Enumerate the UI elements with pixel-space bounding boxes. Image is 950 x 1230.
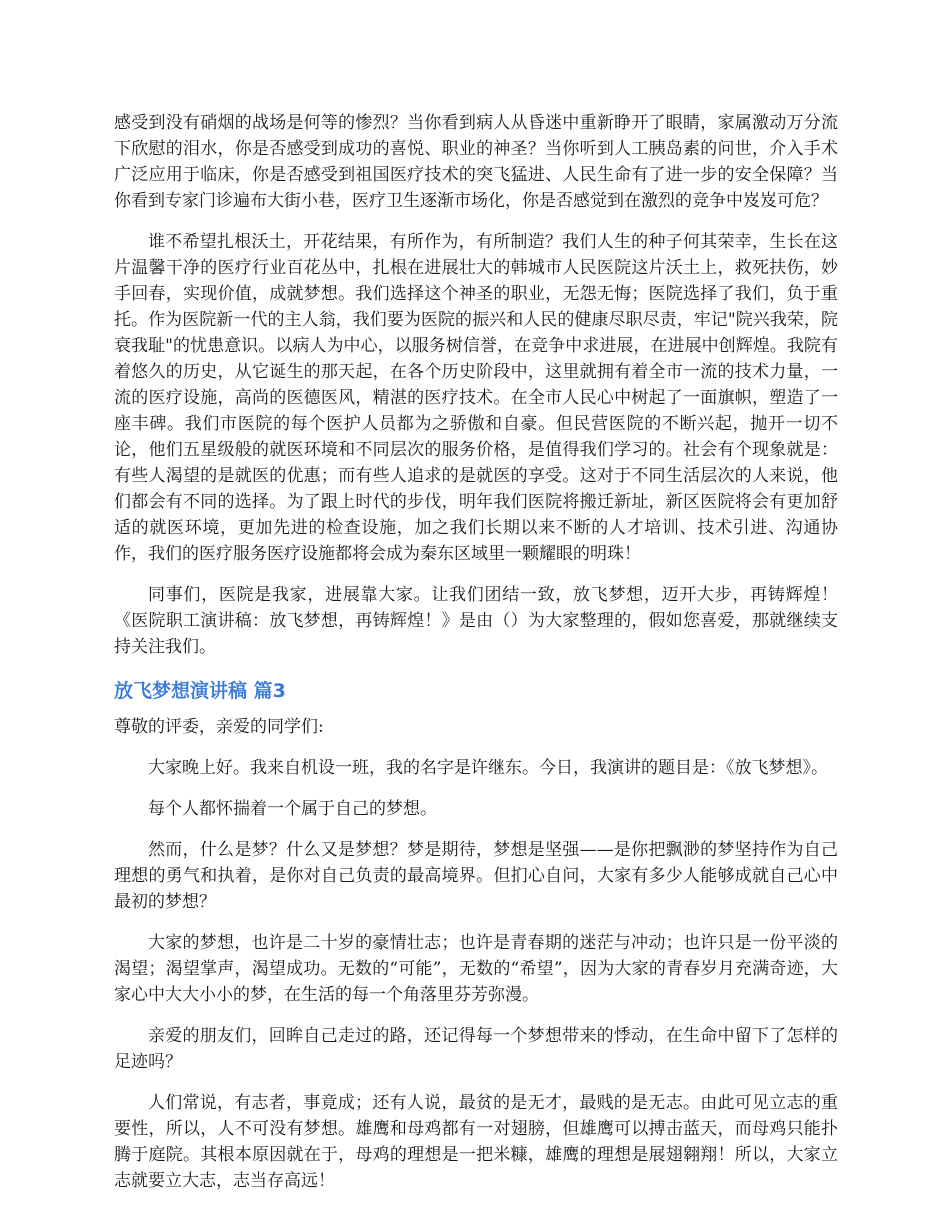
paragraph-what-is-dream: 然而，什么是梦？什么又是梦想？梦是期待，梦想是坚强——是你把飘渺的梦坚持作为自己理想的勇气和执着，是你对自己负责的最高境界。但扪心自问，大家有多少人能够成就自己心中最初的梦想？	[114, 840, 838, 912]
salutation: 尊敬的评委，亲爱的同学们:	[114, 717, 324, 737]
paragraph-dreams-of-youth: 大家的梦想，也许是二十岁的豪情壮志；也许是青春期的迷茫与冲动；也许只是一份平淡的渴望；渴望掌声，渴望成功。无数的“可能”，无数的“希望”，因为大家的青春岁月充满奇迹，大家心中大大小小的梦，在生活的每一个角落里芬芳弥漫。	[114, 933, 838, 1005]
paragraph-self-introduction: 大家晚上好。我来自机设一班，我的名字是许继东。今日，我演讲的题目是：《放飞梦想》。	[148, 758, 828, 778]
paragraph-intro-continued: 感受到没有硝烟的战场是何等的惨烈？当你看到病人从昏迷中重新睁开了眼睛，家属激动万分流下欣慰的泪水，你是否感受到成功的喜悦、职业的神圣？当你听到人工胰岛素的问世，介入手术广泛应用于临床，你是否感受到祖国医疗技术的突飞猛进、人民生命有了进一步的安全保障？当你看到专家门诊遍布大街小巷，医疗卫生逐渐市场化，你是否感觉到在激烈的竞争中岌岌可危？	[114, 113, 838, 211]
paragraph-hospital-mission: 谁不希望扎根沃土，开花结果，有所作为，有所制造？我们人生的种子何其荣幸，生长在这片温馨干净的医疗行业百花丛中，扎根在进展壮大的韩城市人民医院这片沃土上，救死扶伤，妙手回春，实现价值，成就梦想。我们选择这个神圣的职业，无怨无悔；医院选择了我们，负于重托。作为医院新一代的主人翁，我们要为医院的振兴和人民的健康尽职尽责，牢记"院兴我荣，院衰我耻"的忧患意识。以病人为中心，以服务树信誉，在竞争中求进展，在进展中创辉煌。我院有着悠久的历史，从它诞生的那天起，在各个历史阶段中，这里就拥有着全市一流的技术力量，一流的医疗设施，高尚的医德医风，精湛的医疗技术。在全市人民心中树起了一面旗帜，塑造了一座丰碑。我们市医院的每个医护人员都为之骄傲和自豪。但民营医院的不断兴起，抛开一切不论，他们五星级般的就医环境和不同层次的服务价格，是值得我们学习的。社会有个现象就是：有些人渴望的是就医的优惠；而有些人追求的是就医的享受。这对于不同生活层次的人来说，他们都会有不同的选择。为了跟上时代的步伐，明年我们医院将搬迁新址，新区医院将会有更加舒适的就医环境，更加先进的检查设施，加之我们长期以来不断的人才培训、技术引进、沟通协作，我们的医疗服务医疗设施都将会成为秦东区域里一颗耀眼的明珠！	[114, 232, 838, 564]
paragraph-ambition: 人们常说，有志者，事竟成；还有人说，最贫的是无才，最贱的是无志。由此可见立志的重要性，所以，人不可没有梦想。雄鹰和母鸡都有一对翅膀，但雄鹰可以搏击蓝天，而母鸡只能扑腾于庭院。其根本原因就在于，母鸡的理想是一把米糠，雄鹰的理想是展翅翱翔！所以，大家立志就要立大志，志当存高远！	[114, 1093, 838, 1191]
paragraph-everyone-has-dream: 每个人都怀揣着一个属于自己的梦想。	[148, 799, 437, 819]
document-body	[114, 110, 838, 1209]
paragraph-look-back: 亲爱的朋友们，回眸自己走过的路，还记得每一个梦想带来的悸动，在生命中留下了怎样的足迹吗？	[114, 1026, 838, 1072]
paragraph-closing-remarks: 同事们，医院是我家，进展靠大家。让我们团结一致，放飞梦想，迈开大步，再铸辉煌！《医院职工演讲稿：放飞梦想，再铸辉煌！》是由（）为大家整理的，假如您喜爱，那就继续支持关注我们。	[114, 585, 838, 657]
section-heading: 放飞梦想演讲稿 篇3	[114, 680, 286, 702]
